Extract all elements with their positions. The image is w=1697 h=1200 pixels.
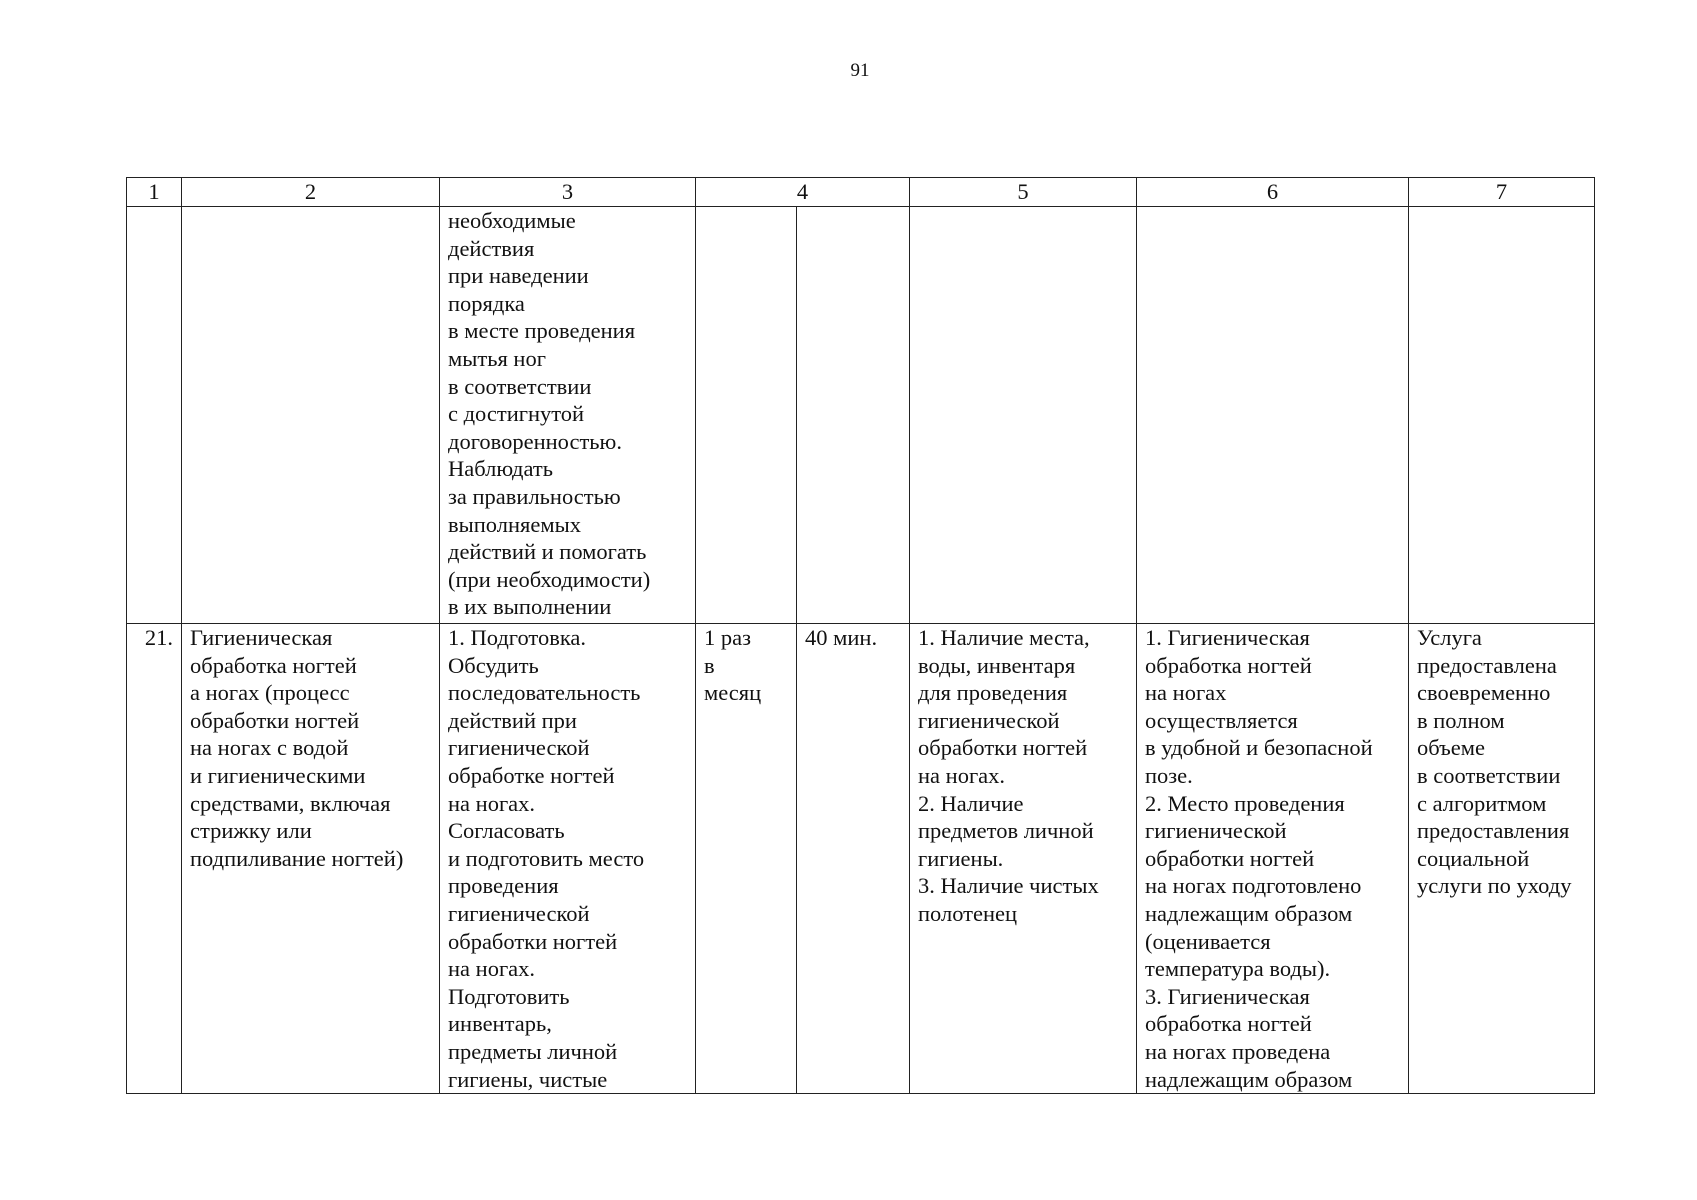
continued-row xyxy=(127,207,1595,624)
column-header-3: 3 xyxy=(440,178,696,207)
result-cell: Услуга предоставлена своевременно в полном объеме в соответствии с алгоритмом предоставления социальной услуги по уходу xyxy=(1409,624,1595,1094)
column-header-4: 4 xyxy=(696,178,910,207)
column-header-1: 1 xyxy=(127,178,182,207)
table-row-21 xyxy=(127,624,1595,1094)
continued-result-cell xyxy=(1409,207,1595,624)
quality-indicators-cell: 1. Гигиеническая обработка ногтей на ногах осуществляется в удобной и безопасной позе. 2. Место проведения гигиенической обработки ногтей на ногах подготовлено надлежащим образом (оценивается температура воды). 3. Гигиеническая обработка ногтей на ногах проведена надлежащим образом xyxy=(1137,624,1409,1094)
service-description-cell: 1. Подготовка. Обсудить последовательность действий при гигиенической обработке ногтей на ногах. Согласовать и подготовить место проведения гигиенической обработки ногтей на ногах. Подготовить инвентарь, предметы личной гигиены, чистые xyxy=(440,624,696,1094)
page-number: 91 xyxy=(850,60,870,81)
column-header-7: 7 xyxy=(1409,178,1595,207)
continued-service-cell xyxy=(182,207,440,624)
conditions-cell: 1. Наличие места, воды, инвентаря для проведения гигиенической обработки ногтей на ногах. 2. Наличие предметов личной гигиены. 3. Наличие чистых полотенец xyxy=(910,624,1137,1094)
row-number: 21. xyxy=(127,624,182,1094)
frequency-cell: 1 раз в месяц xyxy=(696,624,797,1094)
continued-frequency-cell xyxy=(696,207,797,624)
service-name-cell: Гигиеническая обработка ногтей а ногах (процесс обработки ногтей на ногах с водой и гигиеническими средствами, включая стрижку или подпиливание ногтей) xyxy=(182,624,440,1094)
column-header-row xyxy=(127,178,1595,207)
continued-description-cell: необходимые действия при наведении порядка в месте проведения мытья ног в соответствии с достигнутой договоренностью. Наблюдать за правильностью выполняемых действий и помогать (при необходимости) в их выполнении xyxy=(440,207,696,624)
duration-cell: 40 мин. xyxy=(797,624,910,1094)
service-table xyxy=(126,177,1595,1094)
continued-quality-cell xyxy=(1137,207,1409,624)
column-header-6: 6 xyxy=(1137,178,1409,207)
continued-number-cell xyxy=(127,207,182,624)
column-header-5: 5 xyxy=(910,178,1137,207)
continued-conditions-cell xyxy=(910,207,1137,624)
column-header-2: 2 xyxy=(182,178,440,207)
continued-duration-cell xyxy=(797,207,910,624)
